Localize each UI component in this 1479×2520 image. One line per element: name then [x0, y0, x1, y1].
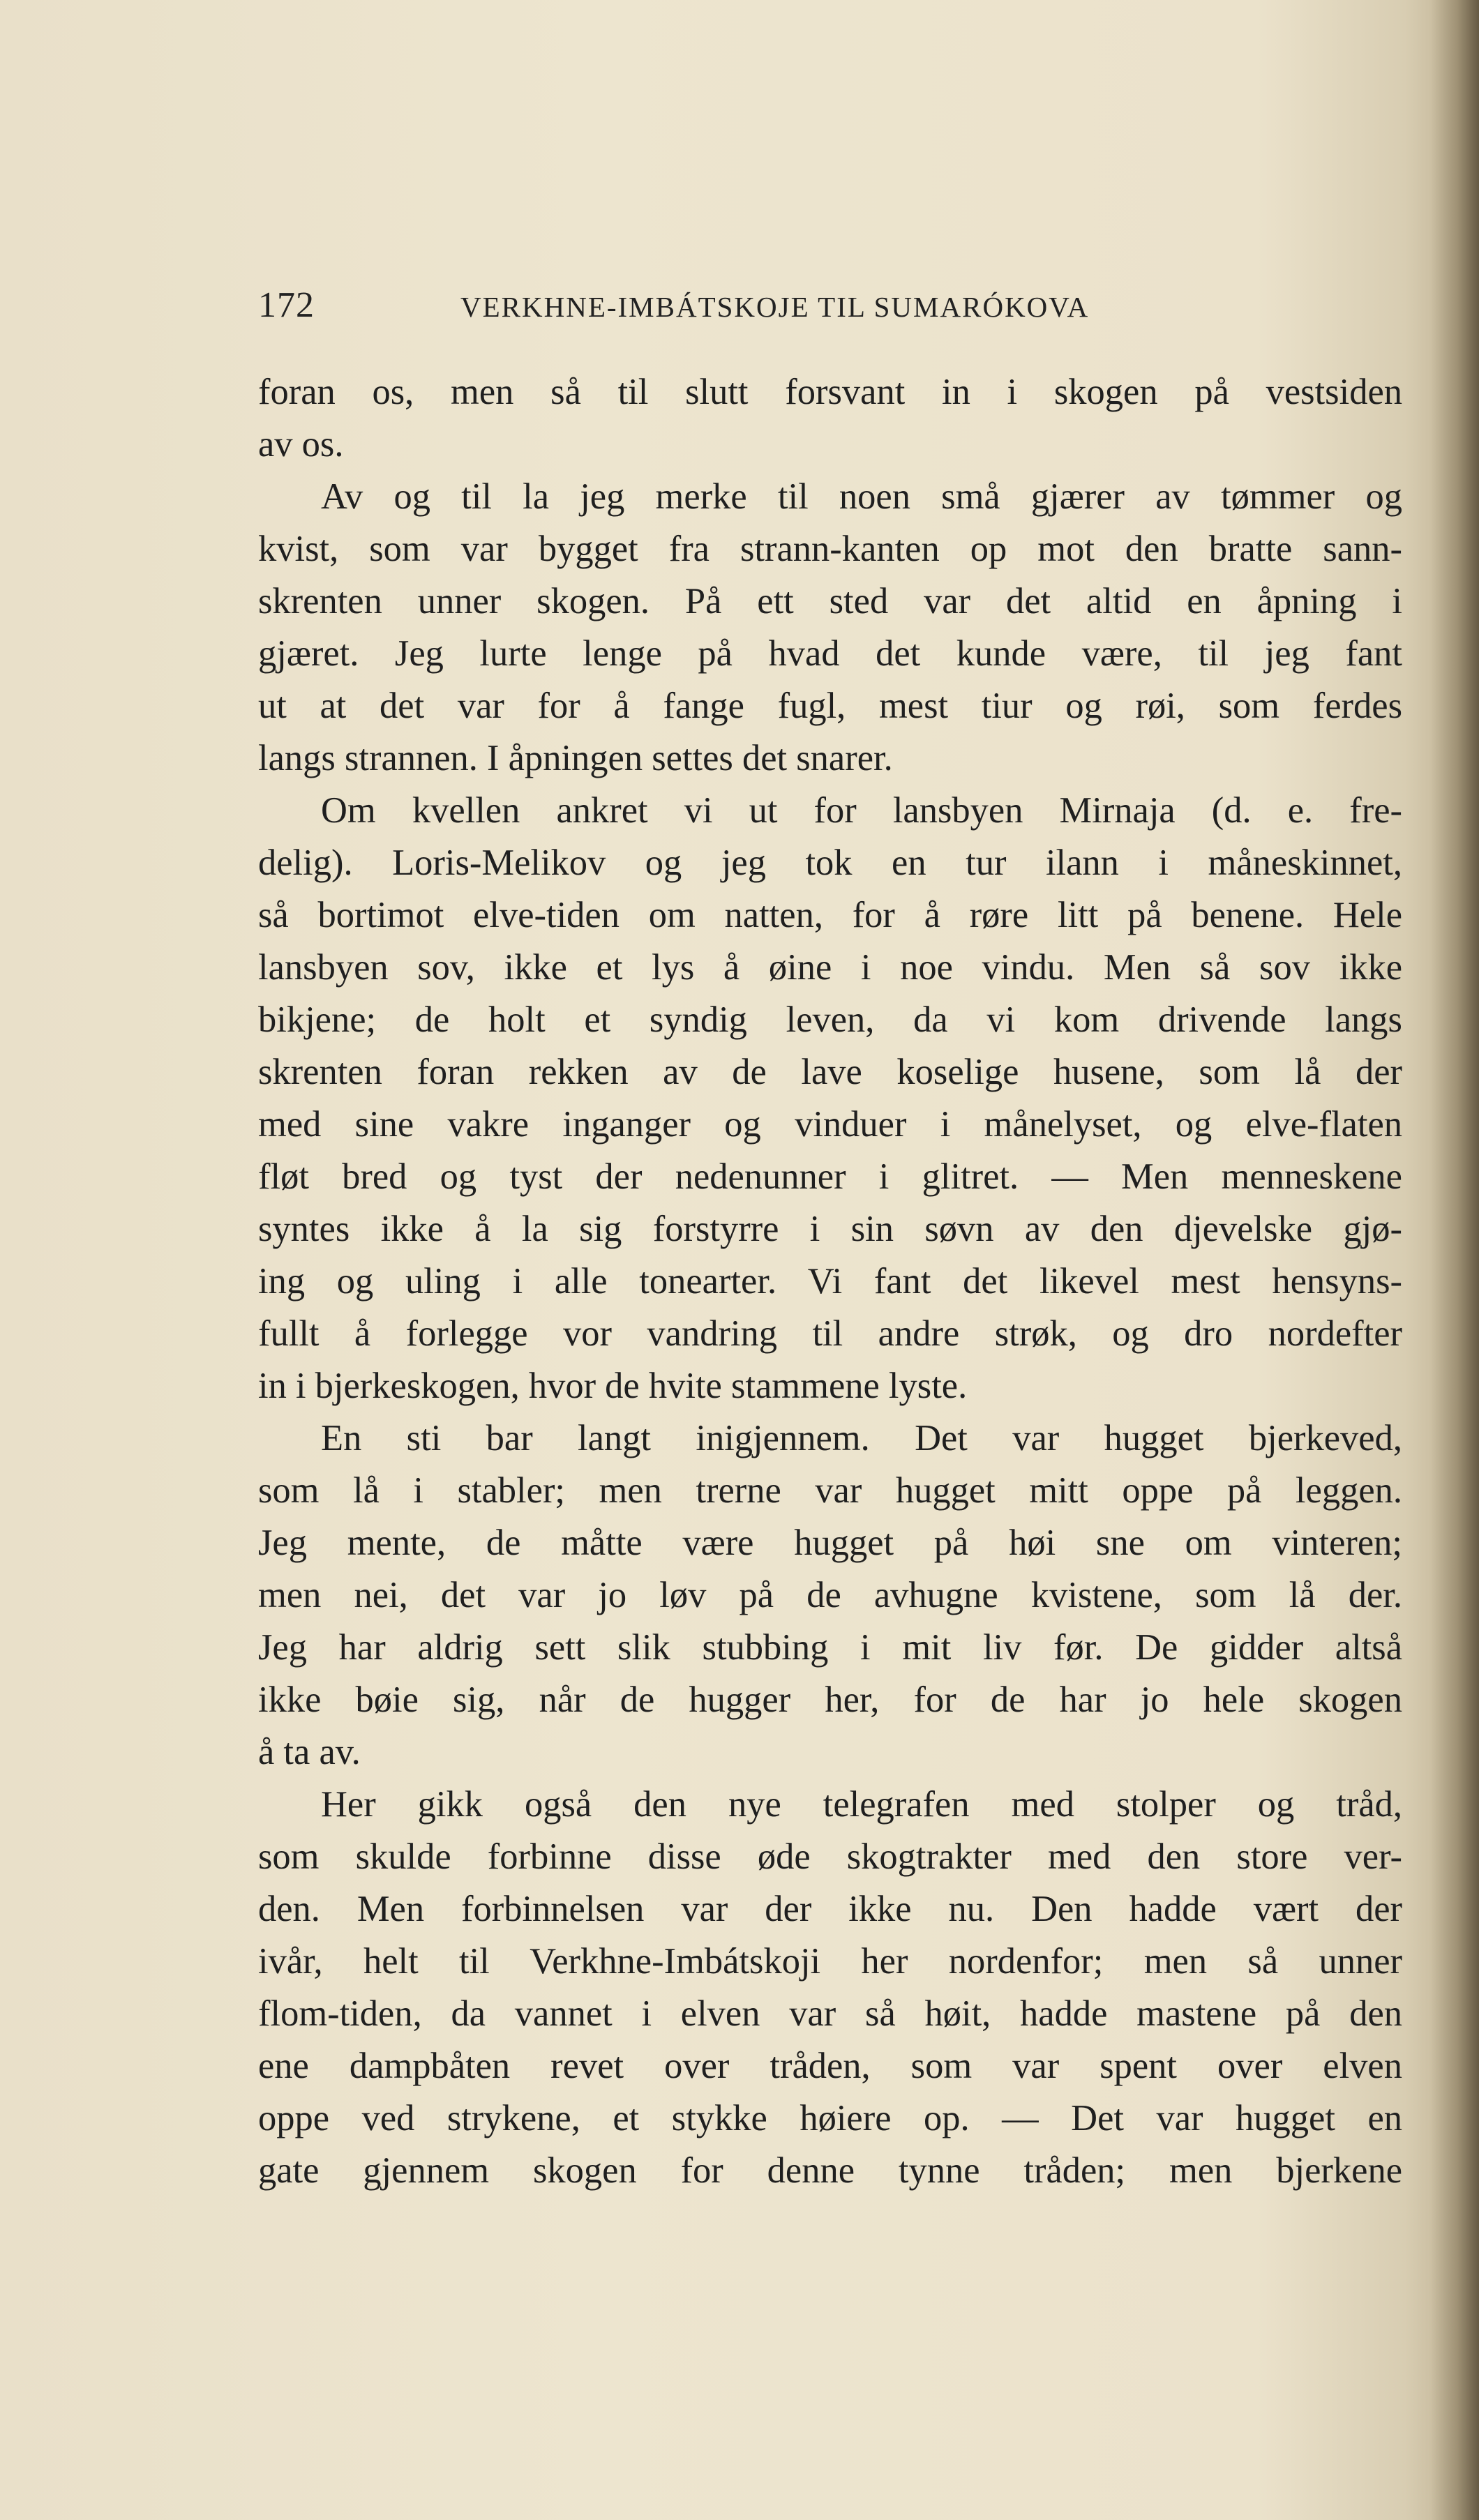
- text-line: skrenten foran rekken av de lave koselige husene, som lå der: [258, 1052, 1402, 1092]
- text-line: som lå i stabler; men trerne var hugget mitt oppe på leggen.: [258, 1470, 1402, 1511]
- text-line: med sine vakre inganger og vinduer i månelyset, og elve-flaten: [258, 1104, 1402, 1145]
- text-line: syntes ikke å la sig forstyrre i sin søvn av den djevelske gjø-: [258, 1209, 1402, 1249]
- page-number: 172: [258, 285, 315, 325]
- text-line: den. Men forbinnelsen var der ikke nu. Den hadde vært der: [258, 1889, 1402, 1929]
- text-line: in i bjerkeskogen, hvor de hvite stammene lyste.: [258, 1366, 968, 1406]
- text-line: ivår, helt til Verkhne-Imbátskoji her nordenfor; men så unner: [258, 1941, 1402, 1982]
- text-line: ing og uling i alle tonearter. Vi fant det likevel mest hensyns-: [258, 1261, 1402, 1302]
- text-line: å ta av.: [258, 1732, 361, 1772]
- text-line: så bortimot elve-tiden om natten, for å røre litt på benene. Hele: [258, 895, 1402, 935]
- body-text: [258, 366, 1402, 2197]
- text-line: gate gjennem skogen for denne tynne tråden; men bjerkene: [258, 2150, 1402, 2191]
- text-line: ikke bøie sig, når de hugger her, for de har jo hele skogen: [258, 1680, 1402, 1720]
- running-title: VERKHNE-IMBÁTSKOJE TIL SUMARÓKOVA: [460, 291, 1090, 323]
- text-line: flom-tiden, da vannet i elven var så høit, hadde mastene på den: [258, 1993, 1402, 2034]
- text-line: foran os, men så til slutt forsvant in i skogen på vestsiden: [258, 372, 1402, 412]
- text-line: gjæret. Jeg lurte lenge på hvad det kunde være, til jeg fant: [258, 633, 1402, 674]
- text-line: lansbyen sov, ikke et lys å øine i noe vindu. Men så sov ikke: [258, 947, 1402, 988]
- text-line: Om kvellen ankret vi ut for lansbyen Mirnaja (d. e. fre-: [321, 790, 1402, 831]
- page-header: [258, 285, 1430, 340]
- text-line: fullt å forlegge vor vandring til andre strøk, og dro nordefter: [258, 1313, 1402, 1354]
- text-line: Jeg har aldrig sett slik stubbing i mit liv før. De gidder altså: [258, 1627, 1402, 1668]
- text-line: delig). Loris-Melikov og jeg tok en tur ilann i måneskinnet,: [258, 843, 1402, 883]
- text-line: oppe ved strykene, et stykke høiere op. — Det var hugget en: [258, 2098, 1402, 2138]
- text-line: av os.: [258, 424, 344, 465]
- page-gutter-shadow: [1430, 0, 1479, 2520]
- text-line: Av og til la jeg merke til noen små gjærer av tømmer og: [321, 476, 1402, 517]
- text-line: fløt bred og tyst der nedenunner i glitret. — Men menneskene: [258, 1156, 1402, 1197]
- text-line: Her gikk også den nye telegrafen med stolper og tråd,: [321, 1784, 1402, 1825]
- text-line: skrenten unner skogen. På ett sted var det altid en åpning i: [258, 581, 1402, 621]
- text-line: bikjene; de holt et syndig leven, da vi kom drivende langs: [258, 999, 1402, 1040]
- text-line: Jeg mente, de måtte være hugget på høi sne om vinteren;: [258, 1523, 1402, 1563]
- text-line: En sti bar langt inigjennem. Det var hugget bjerkeved,: [321, 1418, 1402, 1458]
- text-line: langs strannen. I åpningen settes det snarer.: [258, 738, 893, 778]
- text-line: ene dampbåten revet over tråden, som var spent over elven: [258, 2046, 1402, 2086]
- text-line: ut at det var for å fange fugl, mest tiur og røi, som ferdes: [258, 686, 1402, 726]
- text-line: kvist, som var bygget fra strann-kanten op mot den bratte sann-: [258, 529, 1402, 569]
- text-line: men nei, det var jo løv på de avhugne kvistene, som lå der.: [258, 1575, 1402, 1615]
- text-line: som skulde forbinne disse øde skogtrakter med den store ver-: [258, 1836, 1402, 1877]
